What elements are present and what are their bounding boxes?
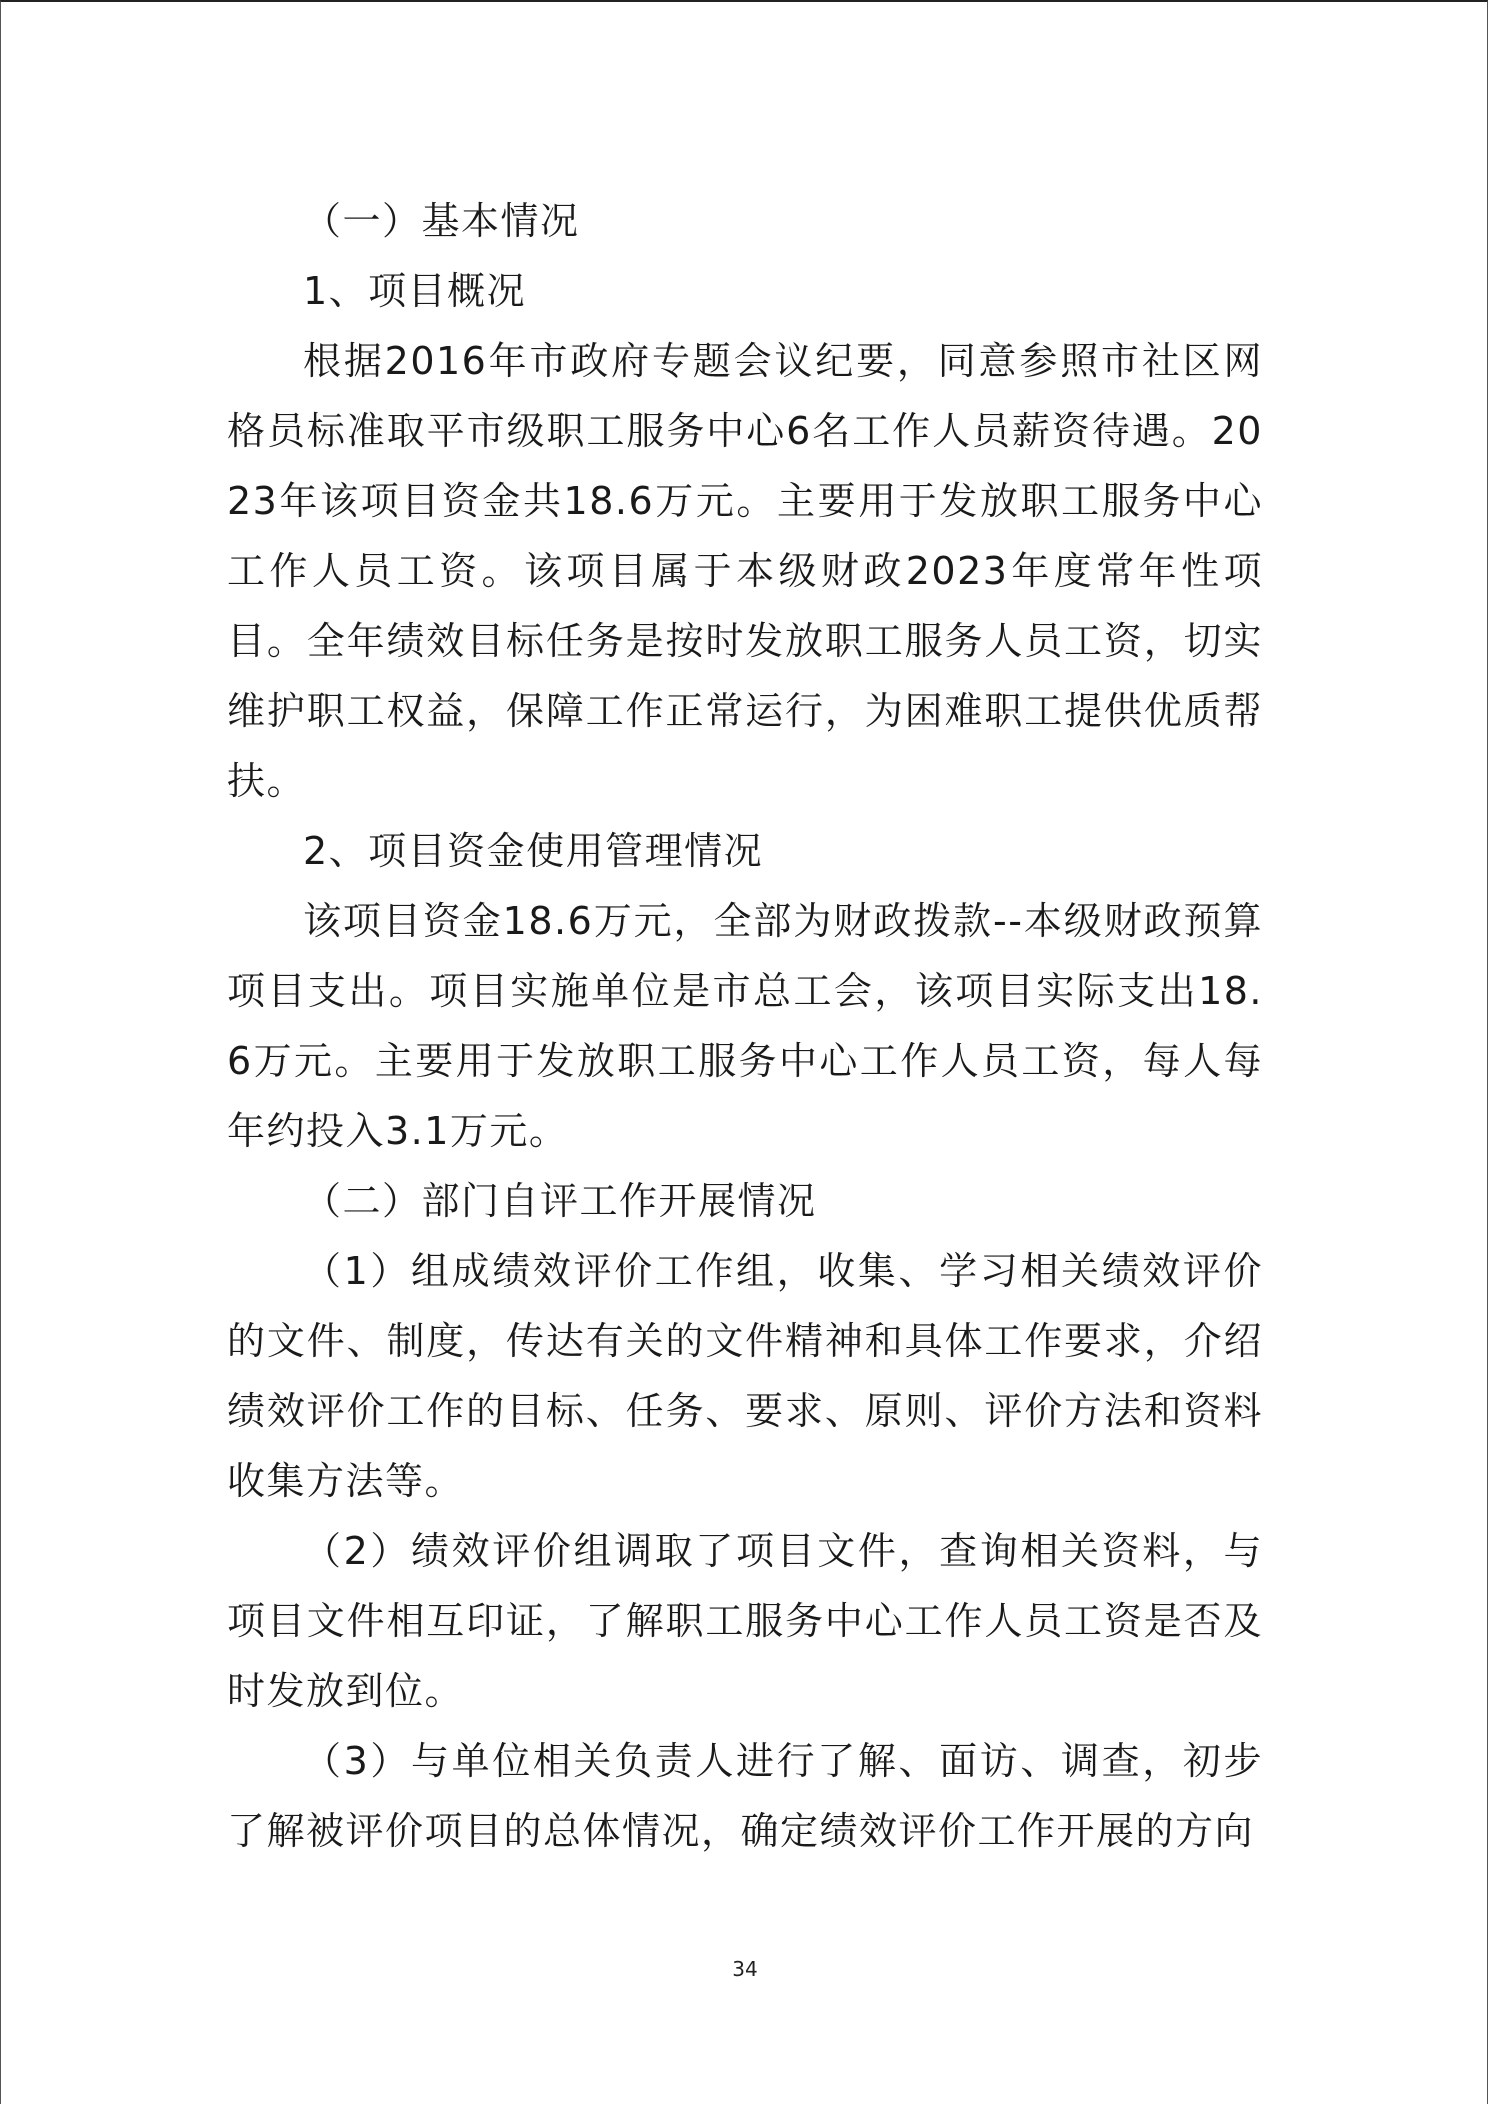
subheading-fund-management: 2、项目资金使用管理情况 — [303, 829, 764, 873]
subheading-project-overview: 1、项目概况 — [303, 269, 527, 313]
paragraph-step-3: （3）与单位相关负责人进行了解、面访、调查，初步了解被评价项目的总体情况，确定绩效评价工作开展的方向 — [227, 1739, 1263, 1853]
section-heading-basic-situation: （一）基本情况 — [303, 199, 580, 243]
paragraph-step-1: （1）组成绩效评价工作组，收集、学习相关绩效评价的文件、制度，传达有关的文件精神和具体工作要求，介绍绩效评价工作的目标、任务、要求、原则、评价方法和资料收集方法等。 — [227, 1249, 1263, 1503]
paragraph-step-2: （2）绩效评价组调取了项目文件，查询相关资料，与项目文件相互印证，了解职工服务中心工作人员工资是否及时发放到位。 — [227, 1529, 1263, 1713]
section-heading-self-evaluation: （二）部门自评工作开展情况 — [303, 1179, 817, 1223]
paragraph-project-overview: 根据2016年市政府专题会议纪要，同意参照市社区网格员标准取平市级职工服务中心6名工作人员薪资待遇。2023年该项目资金共18.6万元。主要用于发放职工服务中心工作人员工资。该项目属于本级财政2023年度常年性项目。全年绩效目标任务是按时发放职工服务人员工资，切实维护职工权益，保障工作正常运行，为困难职工提供优质帮扶。 — [227, 339, 1263, 803]
page-number: 34 — [732, 1957, 758, 1981]
paragraph-fund-management: 该项目资金18.6万元，全部为财政拨款--本级财政预算项目支出。项目实施单位是市总工会，该项目实际支出18.6万元。主要用于发放职工服务中心工作人员工资，每人每年约投入3.1万元。 — [227, 899, 1263, 1153]
document-body — [227, 186, 1263, 1866]
